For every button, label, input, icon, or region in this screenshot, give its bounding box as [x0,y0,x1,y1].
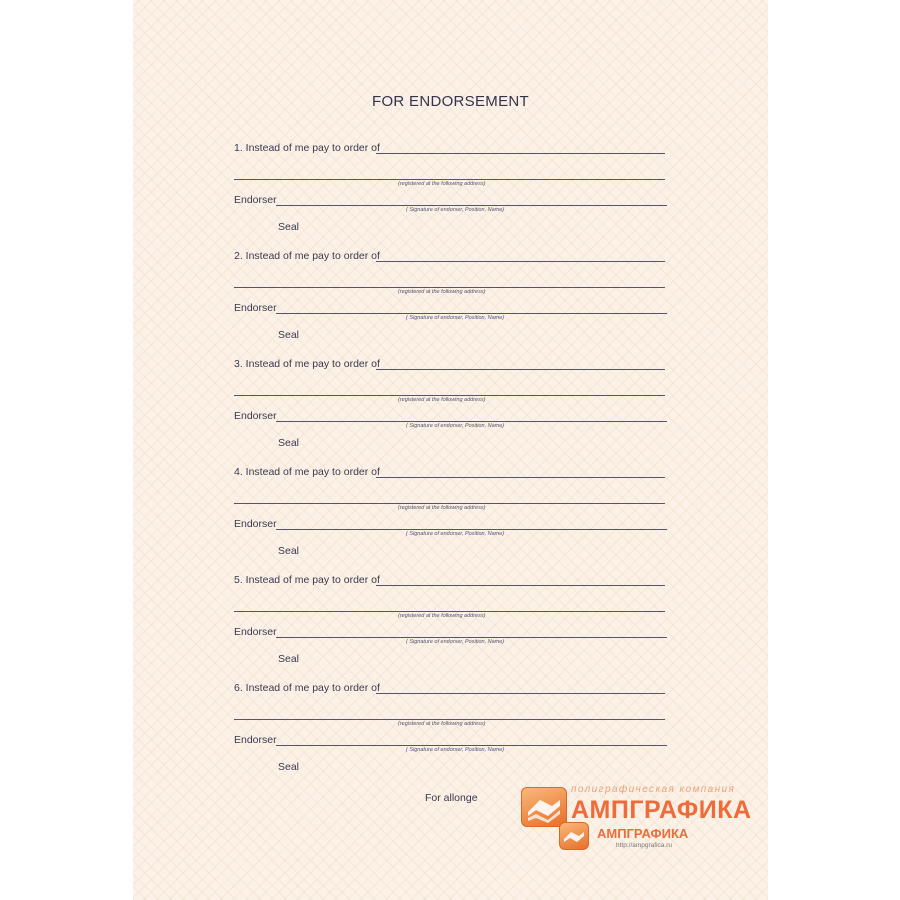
signature-caption: ( Signature of endorser, Position, Name) [406,315,505,321]
pay-order-label: 4. Instead of me pay to order of [234,466,380,478]
seal-label: Seal [278,437,300,449]
seal-label: Seal [278,653,300,665]
watermark-url: http://ampgrafica.ru [616,842,672,849]
endorser-signature-field[interactable] [276,637,667,638]
address-caption: (registered at the following address) [398,397,486,403]
allonge-label: For allonge [425,792,478,804]
endorser-label: Endorser [234,626,277,638]
address-caption: (registered at the following address) [398,721,486,727]
address-field[interactable] [234,287,665,288]
seal-label: Seal [278,329,300,341]
pay-order-label: 2. Instead of me pay to order of [234,250,380,262]
endorsement-entry [234,682,669,782]
endorser-label: Endorser [234,194,277,206]
address-caption: (registered at the following address) [398,181,486,187]
address-caption: (registered at the following address) [398,613,486,619]
endorser-label: Endorser [234,734,277,746]
endorsement-entry [234,574,669,674]
pay-order-label: 5. Instead of me pay to order of [234,574,380,586]
endorser-signature-field[interactable] [276,313,667,314]
pay-order-label: 1. Instead of me pay to order of [234,142,380,154]
signature-caption: ( Signature of endorser, Position, Name) [406,747,505,753]
address-field[interactable] [234,611,665,612]
endorsement-sheet [133,0,768,900]
endorser-signature-field[interactable] [276,529,667,530]
endorsement-entry [234,358,669,458]
paper-stack-logo-small-icon [559,822,589,850]
seal-label: Seal [278,545,300,557]
seal-label: Seal [278,761,300,773]
paper-stack-logo-icon [521,787,567,827]
endorsement-entry [234,250,669,350]
signature-caption: ( Signature of endorser, Position, Name) [406,531,505,537]
endorsement-entry [234,142,669,242]
payee-field[interactable] [376,261,665,262]
endorser-label: Endorser [234,410,277,422]
endorser-signature-field[interactable] [276,745,667,746]
pay-order-label: 6. Instead of me pay to order of [234,682,380,694]
endorser-signature-field[interactable] [276,421,667,422]
address-caption: (registered at the following address) [398,289,486,295]
signature-caption: ( Signature of endorser, Position, Name) [406,639,505,645]
endorser-signature-field[interactable] [276,205,667,206]
address-field[interactable] [234,719,665,720]
payee-field[interactable] [376,369,665,370]
payee-field[interactable] [376,477,665,478]
endorser-label: Endorser [234,518,277,530]
watermark-tagline: полиграфическая компания [571,784,736,795]
watermark-logo [521,784,781,854]
payee-field[interactable] [376,585,665,586]
payee-field[interactable] [376,693,665,694]
watermark-brand: АМПГРАФИКА [571,796,752,824]
endorsement-entry [234,466,669,566]
address-field[interactable] [234,503,665,504]
endorser-label: Endorser [234,302,277,314]
seal-label: Seal [278,221,300,233]
signature-caption: ( Signature of endorser, Position, Name) [406,207,505,213]
watermark-brand-small: АМПГРАФИКА [597,826,689,841]
address-caption: (registered at the following address) [398,505,486,511]
address-field[interactable] [234,179,665,180]
page-title: FOR ENDORSEMENT [371,93,529,110]
pay-order-label: 3. Instead of me pay to order of [234,358,380,370]
payee-field[interactable] [376,153,665,154]
address-field[interactable] [234,395,665,396]
signature-caption: ( Signature of endorser, Position, Name) [406,423,505,429]
